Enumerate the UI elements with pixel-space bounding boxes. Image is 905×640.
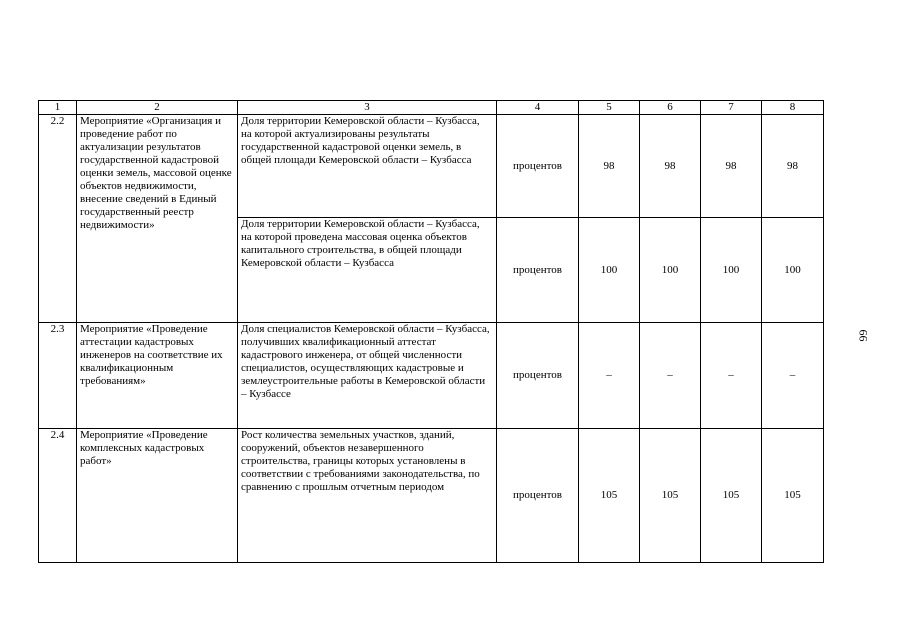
value-cell: 100: [640, 218, 701, 323]
unit-cell: процентов: [497, 429, 579, 563]
column-header-8: 8: [762, 101, 824, 115]
value-cell: 98: [701, 115, 762, 218]
column-header-6: 6: [640, 101, 701, 115]
indicator-text: Доля специалистов Кемеровской области – Кузбасса, получивших квалификационный аттестат кадастрового инженера, от общей численности специалистов, осуществляющих кадастровые и землеустроительные работы в Кемеровской области – Кузбассе: [238, 323, 497, 429]
value-cell: 98: [762, 115, 824, 218]
page-number: 66: [856, 329, 871, 342]
value-cell: –: [701, 323, 762, 429]
column-header-1: 1: [39, 101, 77, 115]
indicator-text: Доля территории Кемеровской области – Кузбасса, на которой проведена массовая оценка объектов капитального строительства, в общей площади Кемеровской области – Кузбасса: [238, 218, 497, 323]
unit-cell: процентов: [497, 218, 579, 323]
column-header-7: 7: [701, 101, 762, 115]
unit-cell: процентов: [497, 323, 579, 429]
column-header-4: 4: [497, 101, 579, 115]
row-number: 2.4: [39, 429, 77, 563]
unit-cell: процентов: [497, 115, 579, 218]
event-name: Мероприятие «Проведение аттестации кадастровых инженеров на соответствие их квалификационным требованиям»: [77, 323, 238, 429]
event-name: Мероприятие «Организация и проведение работ по актуализации результатов государственной кадастровой оценки земель, массовой оценке объектов недвижимости, внесение сведений в Единый государственный реестр недвижимости»: [77, 115, 238, 323]
value-cell: 98: [640, 115, 701, 218]
measures-table: [38, 100, 824, 563]
value-cell: 105: [640, 429, 701, 563]
value-cell: 98: [579, 115, 640, 218]
column-header-5: 5: [579, 101, 640, 115]
value-cell: 100: [762, 218, 824, 323]
event-name: Мероприятие «Проведение комплексных кадастровых работ»: [77, 429, 238, 563]
table-row: [39, 323, 824, 429]
value-cell: 100: [579, 218, 640, 323]
indicator-text: Доля территории Кемеровской области – Кузбасса, на которой актуализированы результаты государственной кадастровой оценки земель, в общей площади Кемеровской области – Кузбасса: [238, 115, 497, 218]
header-row: [39, 101, 824, 115]
value-cell: –: [762, 323, 824, 429]
row-number: 2.3: [39, 323, 77, 429]
value-cell: 105: [579, 429, 640, 563]
value-cell: 105: [762, 429, 824, 563]
column-header-2: 2: [77, 101, 238, 115]
table-row: [39, 429, 824, 563]
value-cell: –: [579, 323, 640, 429]
indicator-text: Рост количества земельных участков, зданий, сооружений, объектов незавершенного строительства, границы которых установлены в соответствии с требованиями законодательства, по сравнению с прошлым отчетным периодом: [238, 429, 497, 563]
column-header-3: 3: [238, 101, 497, 115]
table-row: [39, 115, 824, 218]
value-cell: 100: [701, 218, 762, 323]
row-number: 2.2: [39, 115, 77, 323]
value-cell: 105: [701, 429, 762, 563]
value-cell: –: [640, 323, 701, 429]
